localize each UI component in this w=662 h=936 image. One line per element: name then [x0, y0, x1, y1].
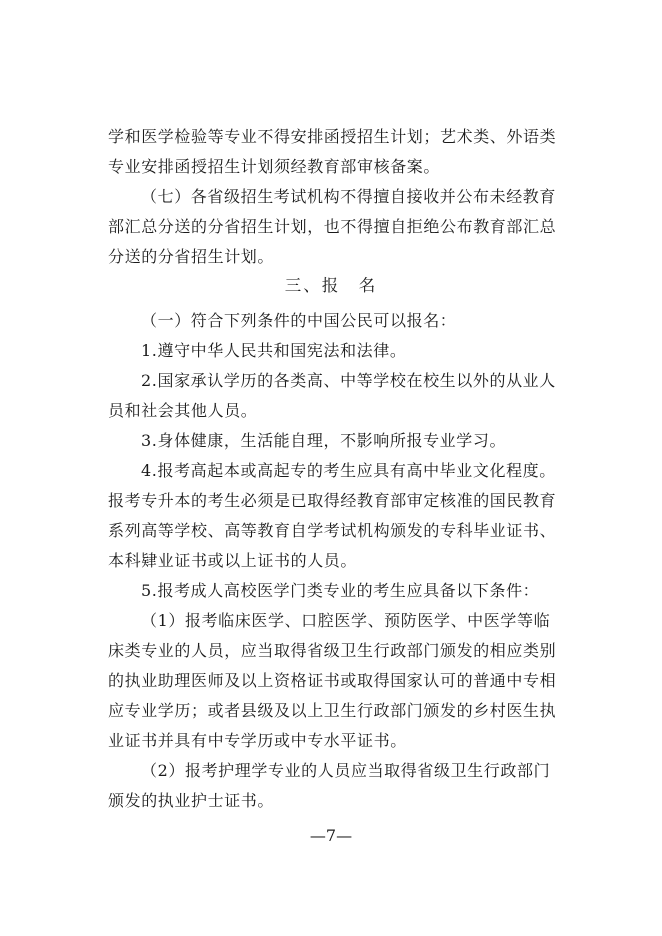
paragraph-condition-5-2: （2）报考护理学专业的人员应当取得省级卫生行政部门颁发的执业护士证书。: [108, 761, 551, 810]
paragraph-item-7: （七）各省级招生考试机构不得擅自接收并公布未经教育部汇总分送的分省招生计划，也不得擅自拒绝公布教育部汇总分送的分省招生计划。: [108, 187, 557, 266]
paragraph-continuation: 学和医学检验等专业不得安排函授招生计划；艺术类、外语类专业安排函授招生计划须经教育部审核备案。: [108, 127, 557, 176]
paragraph-condition-5-1: （1）报考临床医学、口腔医学、预防医学、中医学等临床类专业的人员，应当取得省级卫生行政部门颁发的相应类别的执业助理医师及以上资格证书或取得国家认可的普通中专相应专业学历；或者县级及以上卫生行政部门颁发的乡村医生执业证书并具有中专学历或中专水平证书。: [108, 611, 557, 750]
paragraph-conditions-intro: （一）符合下列条件的中国公民可以报名：: [141, 311, 457, 330]
paragraph-condition-1: 1.遵守中华人民共和国宪法和法律。: [141, 341, 407, 360]
paragraph-condition-5: 5.报考成人高校医学门类专业的考生应具备以下条件：: [141, 581, 540, 600]
paragraph-condition-3: 3.身体健康，生活能自理，不影响所报专业学习。: [141, 431, 507, 450]
paragraph-condition-4: 4.报考高起本或高起专的考生应具有高中毕业文化程度。报考专升本的考生必须是已取得经教育部审定核准的国民教育系列高等学校、高等教育自学考试机构颁发的专科毕业证书、本科肄业证书或以上证书的人员。: [108, 461, 557, 570]
paragraph-condition-2: 2.国家承认学历的各类高、中等学校在校生以外的从业人员和社会其他人员。: [108, 371, 556, 420]
section-heading: 三、报 名: [284, 276, 378, 295]
text-block-registration: [108, 306, 558, 816]
text-block-top: [108, 122, 558, 272]
page-number: —7—: [309, 826, 353, 845]
